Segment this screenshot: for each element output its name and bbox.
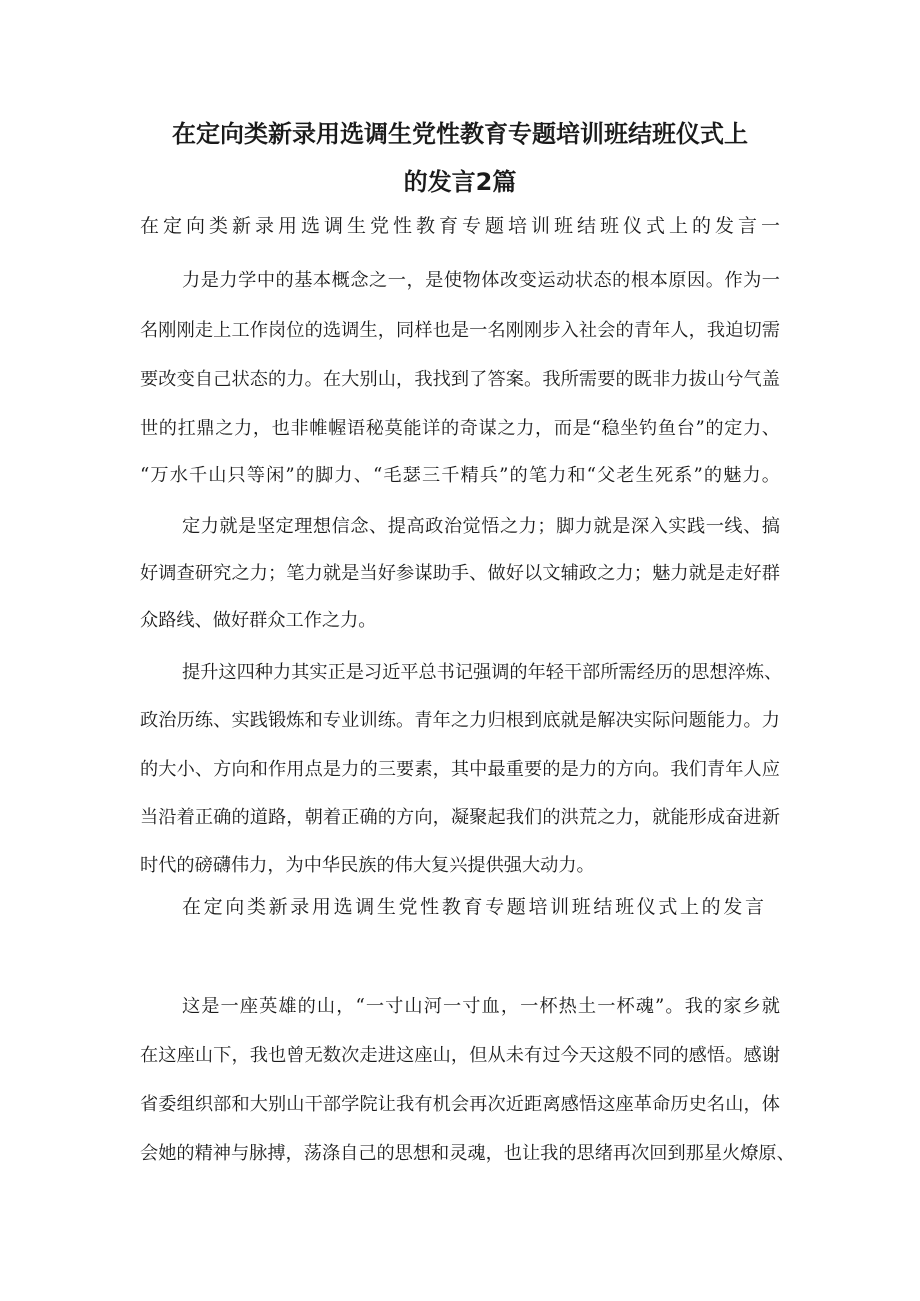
paragraph-line: 提升这四种力其实正是习近平总书记强调的年轻干部所需经历的思想淬炼、 <box>182 662 783 683</box>
paragraph-line: 世的扛鼎之力，也非帷幄语秘莫能详的奇谋之力，而是“稳坐钓鱼台”的定力、 <box>140 418 780 439</box>
paragraph-line: 会她的精神与脉搏，荡涤自己的思想和灵魂，也让我的思绪再次回到那星火燎原、 <box>140 1143 795 1164</box>
paragraph-line: 力是力学中的基本概念之一，是使物体改变运动状态的根本原因。作为一 <box>182 270 780 291</box>
paragraph-line: 当沿着正确的道路，朝着正确的方向，凝聚起我们的洪荒之力，就能形成奋进新 <box>140 807 780 828</box>
section1-heading: 在定向类新录用选调生党性教育专题培训班结班仪式上的发言一 <box>140 215 780 237</box>
paragraph-line: 时代的磅礴伟力，为中华民族的伟大复兴提供强大动力。 <box>140 855 595 876</box>
document-title-line-2: 的发言2篇 <box>403 168 517 196</box>
paragraph-line: 政治历练、实践锻炼和专业训练。青年之力归根到底就是解决实际问题能力。力 <box>140 710 780 731</box>
paragraph-line: 众路线、做好群众工作之力。 <box>140 610 377 631</box>
paragraph-line: 定力就是坚定理想信念、提高政治觉悟之力；脚力就是深入实践一线、搞 <box>182 516 780 537</box>
paragraph-line: “万水千山只等闲”的脚力、“毛瑟三千精兵”的笔力和“父老生死系”的魅力。 <box>140 465 780 486</box>
paragraph-line: 在这座山下，我也曾无数次走进这座山，但从未有过今天这般不同的感悟。感谢 <box>140 1045 780 1066</box>
paragraph-line: 这是一座英雄的山，“一寸山河一寸血，一杯热土一杯魂”。我的家乡就 <box>182 996 780 1017</box>
paragraph-line: 名刚刚走上工作岗位的选调生，同样也是一名刚刚步入社会的青年人，我迫切需 <box>140 320 780 341</box>
paragraph-line: 要改变自己状态的力。在大别山，我找到了答案。我所需要的既非力拔山兮气盖 <box>140 369 780 390</box>
paragraph-line: 省委组织部和大别山干部学院让我有机会再次近距离感悟这座革命历史名山，体 <box>140 1094 780 1115</box>
section2-heading: 在定向类新录用选调生党性教育专题培训班结班仪式上的发言 <box>182 896 764 918</box>
paragraph-line: 好调查研究之力；笔力就是当好参谋助手、做好以文辅政之力；魅力就是走好群 <box>140 563 780 584</box>
document-title-line-1: 在定向类新录用选调生党性教育专题培训班结班仪式上 <box>172 120 748 148</box>
paragraph-line: 的大小、方向和作用点是力的三要素，其中最重要的是力的方向。我们青年人应 <box>140 759 780 780</box>
